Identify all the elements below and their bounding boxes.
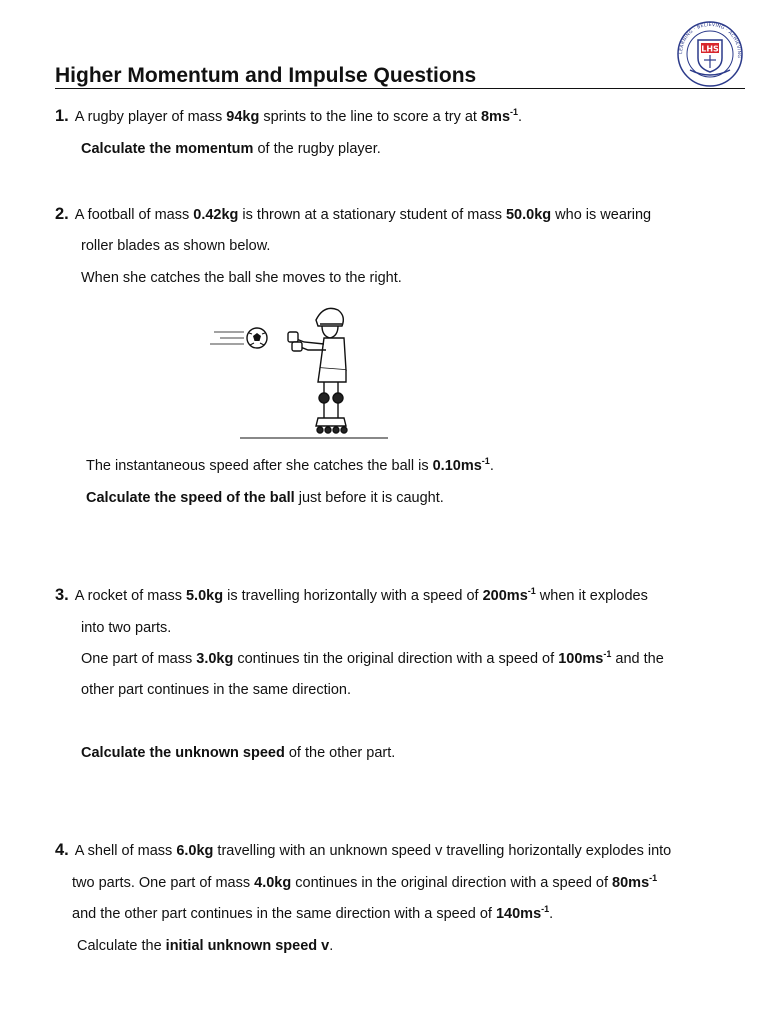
q4-shell-mass: 6.0kg [176,843,214,859]
q2-text: A football of mass [74,207,194,223]
q4-part-speed: 80ms [612,875,650,891]
q3-text: A rocket of mass [74,588,186,604]
q4-text-2: travelling with an unknown speed v travelling horizontally explodes into [213,843,672,859]
q4-line-1 [55,841,671,860]
q1-text-2: sprints to the line to score a try at [259,109,481,125]
q3-line-5 [81,744,395,762]
q4-other-speed-exponent: -1 [541,904,550,915]
logo-ring-text: LEARNING · BELIEVING · ACHIEVING [678,22,742,59]
q3-line-3 [81,650,664,668]
q2-speed-exponent: -1 [481,456,490,467]
q1-speed-exponent: -1 [510,107,519,118]
q4-text: A shell of mass [74,843,177,859]
q4-line-2 [72,874,657,892]
q3-part-mass: 3.0kg [196,651,234,667]
q1-number: 1. [55,107,69,125]
q1-line-2 [81,140,381,158]
football-icon [247,328,267,348]
q3-part-speed: 100ms [558,651,604,667]
q3-line-1 [55,586,648,605]
page-title: Higher Momentum and Impulse Questions [55,64,477,87]
q1-mass: 94kg [226,109,260,125]
q4-line-4 [77,937,333,955]
q1-instruction: Calculate the momentum [81,141,254,157]
q2-student-mass: 50.0kg [505,207,552,223]
q2-number: 2. [55,205,69,223]
q1-text: A rugby player of mass [74,109,227,125]
q4-number: 4. [55,841,69,859]
q4-line-3 [72,905,553,923]
q2-period: . [489,458,494,474]
q3-part-speed-exponent: -1 [603,649,612,660]
school-crest-logo [676,20,744,88]
q3-speed: 200ms [482,588,528,604]
q3-text-2: is travelling horizontally with a speed of [223,588,483,604]
q1-period: . [518,109,523,125]
q2-line-5 [86,489,444,507]
q4-instruction-lead: Calculate the [77,938,166,954]
q4-part-mass: 4.0kg [254,875,292,891]
q2-instruction-rest: just before it is caught. [294,490,444,506]
q3-line-4: other part continues in the same direction. [81,682,352,698]
q2-line-1 [55,205,651,224]
q2-speed-value: 0.10ms [432,458,482,474]
logo-monogram: LHS [701,44,719,54]
q1-speed: 8ms [480,109,511,125]
q2-line-3: When she catches the ball she moves to the right. [81,270,402,286]
q2-line-4 [86,457,494,475]
q3-text-3: when it explodes [535,588,648,604]
q3-rocket-mass: 5.0kg [185,588,224,604]
q3-part-text-3: and the [611,651,664,667]
q3-instruction: Calculate the unknown speed [81,745,285,761]
q2-instruction: Calculate the speed of the ball [86,490,295,506]
q2-text-3: who is wearing [551,207,652,223]
q3-instruction-rest: of the other part. [284,745,396,761]
q2-speed-text: The instantaneous speed after she catches the ball is [86,458,433,474]
rollerblade-catch-illustration [200,298,400,446]
q3-speed-exponent: -1 [527,586,536,597]
q1-line-1 [55,107,522,126]
student-figure-icon [288,308,347,433]
q4-period: . [549,906,554,922]
q4-instruction-end: . [329,938,334,954]
q2-ball-mass: 0.42kg [193,207,239,223]
q4-part-speed-exponent: -1 [649,873,658,884]
q3-line-2: into two parts. [81,620,172,636]
q4-instruction: initial unknown speed v [165,938,330,954]
q3-part-text-2: continues tin the original direction with a speed of [233,651,559,667]
q2-text-2: is thrown at a stationary student of mass [238,207,506,223]
q4-part-text-2: continues in the original direction with a speed of [291,875,613,891]
q2-line-2: roller blades as shown below. [81,238,271,254]
q4-part-text: two parts. One part of mass [72,875,255,891]
q3-number: 3. [55,586,69,604]
q4-other-speed: 140ms [495,906,542,922]
q3-part-text: One part of mass [81,651,197,667]
title-underline [55,88,745,89]
q4-other-text: and the other part continues in the same direction with a speed of [72,906,496,922]
q1-instruction-rest: of the rugby player. [253,141,381,157]
